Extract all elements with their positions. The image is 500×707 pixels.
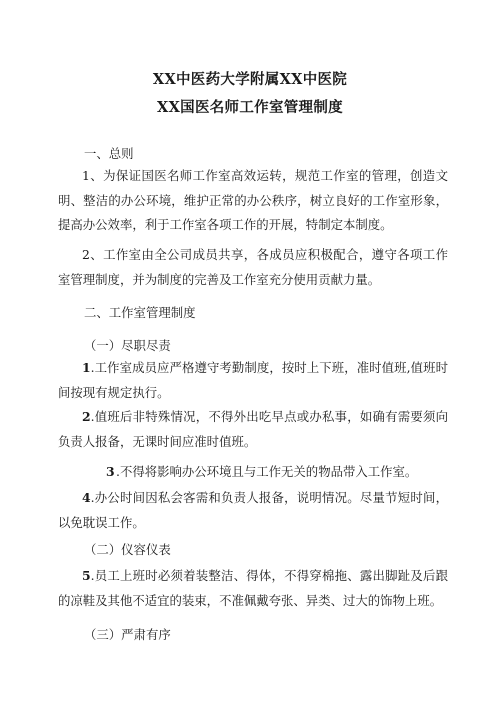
item-5-text: .员工上班时必须着装整洁、得体，不得穿棉拖、露出脚趾及后跟的凉鞋及其他不适宜的装束，不准佩戴夸张、异类、过大的饰物上班。	[58, 568, 448, 608]
subsection-heading-appearance: （二）仪容仪表	[84, 542, 171, 557]
subsection-heading-order: （三）严肃有序	[84, 627, 171, 642]
item-5	[58, 564, 448, 613]
item-1	[58, 356, 448, 405]
item-4-text: .办公时间因私会客需和负责人报备，说明情况。尽量节短时间，以免耽误工作。	[58, 490, 448, 530]
item-1-number: 1	[82, 360, 91, 375]
paragraph-1: 1、为保证国医名师工作室高效运转，规范工作室的管理，创造文明、整洁的办公环境，维护正常的办公秩序，树立良好的工作室形象，提高办公效率，利于工作室各项工作的开展，特制定本制度。	[58, 168, 448, 232]
item-4	[58, 486, 448, 535]
document-title-line1	[0, 68, 500, 89]
section-heading-general: 一、总则	[84, 146, 134, 161]
title-line2-text: XX国医名师工作室管理制度	[157, 99, 343, 116]
title-line1-text: XX中医药大学附属XX中医院	[152, 71, 348, 88]
subsection-heading-duty: （一）尽职尽责	[84, 338, 171, 353]
item-2-text: .值班后非特殊情况，不得外出吃早点或办私事，如确有需要须向负责人报备，无课时间应准时值班。	[58, 409, 448, 449]
item-5-number: 5	[82, 568, 91, 583]
item-1-text: .工作室成员应严格遵守考勤制度，按时上下班，准时值班,值班时间按现有规定执行。	[58, 360, 448, 400]
section-heading-management: 二、工作室管理制度	[84, 305, 196, 320]
item-3-text: .不得将影响办公环境且与工作无关的物品带入工作室。	[116, 464, 418, 479]
item-2	[58, 405, 448, 454]
document-title-line2	[0, 96, 500, 117]
item-4-number: 4	[82, 490, 91, 505]
item-3	[58, 460, 448, 485]
item-3-number: 3	[106, 464, 115, 479]
item-2-number: 2	[82, 409, 91, 424]
paragraph-2: 2、工作室由全公司成员共享，各成员应积极配合，遵守各项工作室管理制度，并为制度的完善及工作室充分使用贡献力量。	[58, 247, 448, 287]
